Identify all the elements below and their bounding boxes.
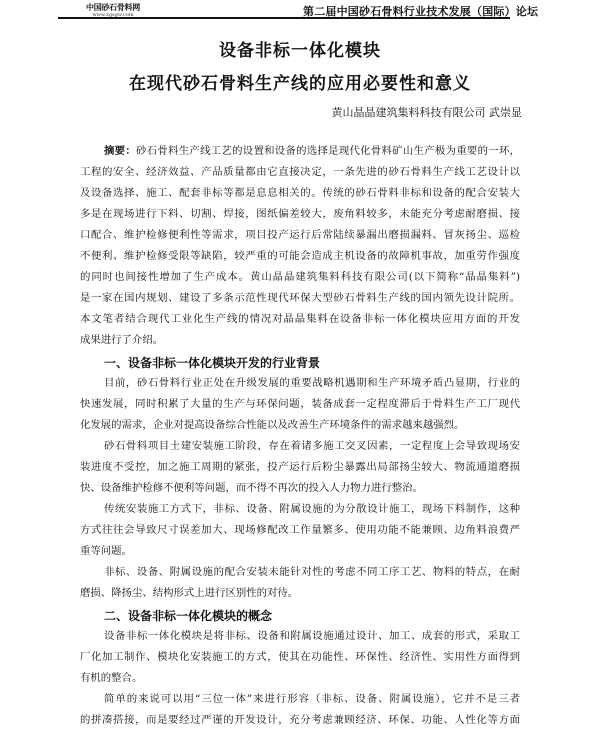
paper-title-line-2: 在现代砂石骨料生产线的应用必要性和意义 bbox=[129, 74, 471, 94]
body-line: 非标、设备、附属设施的配合安装未能针对性的考虑不同工序工艺、物料的特点，在耐 bbox=[104, 566, 520, 578]
section-heading-2: 二、设备非标一体化模块的概念 bbox=[104, 609, 273, 623]
abstract-line: 是一家在国内规划、建设了多条示范性现代环保大型砂石骨料生产线的国内领先设计院所。 bbox=[80, 292, 520, 304]
logo-text: 中国砂石骨料网 bbox=[86, 2, 140, 12]
body-line: 传统安装施工方式下，非标、设备、附属设施的为分散设计施工，现场下料制作，这种 bbox=[104, 503, 520, 515]
body-line: 磨损、降扬尘、结构形式上进行区别性的对待。 bbox=[80, 587, 299, 599]
logo-url: www.zgsgw.com bbox=[92, 12, 134, 18]
abstract-label: 摘要： bbox=[104, 145, 137, 157]
logo bbox=[58, 3, 168, 18]
abstract-line: 口配合、维护检修便利性等需求，项目投产运行后常陆续暴漏出磨损漏料、冒灰扬尘、巡检 bbox=[80, 229, 520, 241]
body-line: 方式往往会导致尺寸误差加大、现场修配改工作量繁多、使用功能不能兼顾、边角料浪费严 bbox=[80, 524, 520, 536]
body-line: 快、设备维护检修不便利等问题，而不得不再次的投入人力物力进行整治。 bbox=[80, 482, 423, 494]
body-line: 装进度不受控，加之施工周期的紧张，投产运行后粉尘暴露出局部扬尘较大、物流通道磨损 bbox=[80, 461, 520, 473]
author-affiliation: 黄山晶晶建筑集料科技有限公司 武崇显 bbox=[331, 106, 522, 119]
header-divider bbox=[58, 17, 510, 19]
body-line: 砂石骨料项目土建安装施工阶段，存在着诸多施工交叉因素，一定程度上会导致现场安 bbox=[104, 440, 520, 452]
abstract-line: 的同时也间接性增加了生产成本。黄山晶晶建筑集料科技有限公司(以下简称“晶晶集料”) bbox=[80, 271, 520, 283]
body-line: 简单的来说可以用“三位一体”来进行形容（非标、设备、附属设施），它并不是三者 bbox=[104, 693, 520, 705]
abstract-line: 成果进行了介绍。 bbox=[80, 334, 164, 346]
body-line: 目前，砂石骨料行业正处在升级发展的重要战略机遇期和生产环境矛盾凸显期，行业的 bbox=[104, 377, 520, 389]
abstract-line: 及设备选择、施工、配套非标等都是息息相关的。传统的砂石骨料非标和设备的配合安装大 bbox=[80, 187, 520, 199]
abstract-line: 本文笔者结合现代工业化生产线的情况对晶晶集料在设备非标一体化模块应用方面的开发 bbox=[80, 313, 520, 325]
body-line: 有机的整合。 bbox=[80, 672, 143, 684]
page-header bbox=[0, 0, 600, 22]
abstract-line: 工程的安全、经济效益、产品质量都由它直接决定，一条先进的砂石骨料生产线工艺设计以 bbox=[80, 166, 520, 178]
body-line: 快速发展，同时积累了大量的生产与环保问题，装备成套一定程度滞后于骨料生产工厂现代 bbox=[80, 398, 520, 410]
abstract-line bbox=[104, 145, 520, 157]
abstract-line: 不便利、维护检修受限等缺陷，较严重的可能会造成主机设备的故障机事故，加重劳作强度 bbox=[80, 250, 520, 262]
section-heading-1: 一、设备非标一体化模块开发的行业背景 bbox=[104, 356, 321, 370]
abstract-line: 多是在现场进行下料、切割、焊接，图纸偏差较大，废角料较多，未能充分考虑耐磨损、接 bbox=[80, 208, 520, 220]
body-line: 化发展的需求，企业对提高设备综合性能以及改善生产环境条件的需求越来越强烈。 bbox=[80, 419, 465, 431]
body-line: 厂化加工制作、模块化安装施工的方式，使其在功能性、环保性、经济性、实用性方面得到 bbox=[80, 651, 520, 663]
body-line: 的拼凑搭接，而是要经过严谨的开发设计，充分考虑兼顾经济、环保、功能、人性化等方面 bbox=[80, 714, 520, 726]
conference-title: 第二届中国砂石骨料行业技术发展（国际）论坛 bbox=[303, 5, 539, 18]
body-line: 设备非标一体化模块是将非标、设备和附属设施通过设计、加工、成套的形式，采取工 bbox=[104, 630, 520, 642]
abstract-text: 砂石骨料生产线工艺的设置和设备的选择是现代化骨料矿山生产极为重要的一环， bbox=[136, 145, 520, 157]
paper-title-line-1: 设备非标一体化模块 bbox=[219, 41, 381, 61]
body-line: 重等问题。 bbox=[80, 545, 132, 557]
